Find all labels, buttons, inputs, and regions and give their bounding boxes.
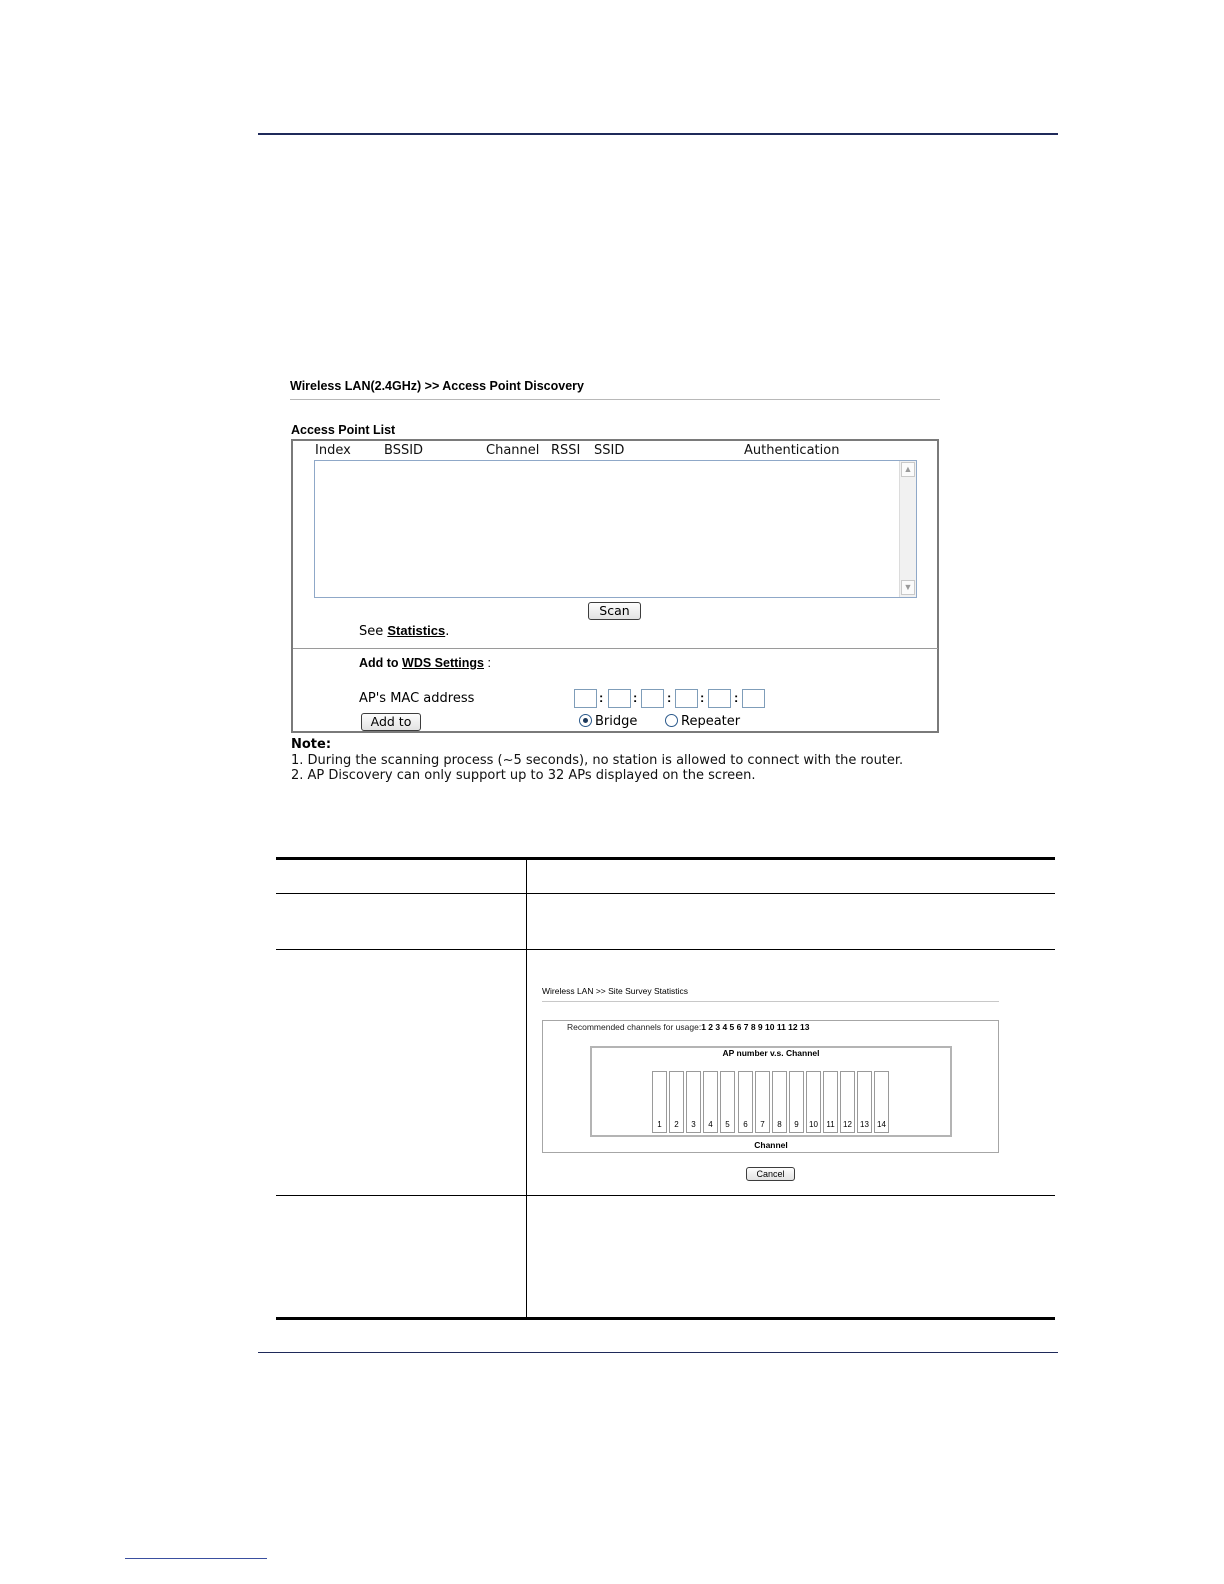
see-prefix: See (359, 624, 388, 639)
bridge-radio[interactable] (579, 714, 592, 727)
statistics-link[interactable]: Statistics (387, 623, 446, 638)
channel-tick-label: 7 (760, 1120, 765, 1129)
access-point-list-label: Access Point List (291, 423, 396, 437)
column-header-index: Index (315, 443, 351, 458)
note-title: Note: (291, 737, 332, 752)
add-to-suffix: : (484, 656, 491, 670)
mac-octet-4-input[interactable] (675, 689, 698, 708)
channel-tick-label: 1 (657, 1120, 662, 1129)
channel-tick-label: 14 (877, 1120, 886, 1129)
survey-title: Wireless LAN >> Site Survey Statistics (542, 986, 688, 996)
note-line-2: 2. AP Discovery can only support up to 32 APs displayed on the screen. (291, 768, 756, 783)
table-row-divider (276, 949, 1055, 950)
channel-tick-label: 13 (860, 1120, 869, 1129)
mac-separator: : (734, 690, 739, 705)
mac-separator: : (700, 690, 705, 705)
mac-octet-5-input[interactable] (708, 689, 731, 708)
mac-separator: : (599, 690, 604, 705)
footer-link-underline (125, 1558, 267, 1559)
table-row-divider (276, 893, 1055, 894)
panel-divider (293, 648, 938, 649)
channel-tick-label: 4 (708, 1120, 713, 1129)
access-point-listbox[interactable] (314, 460, 917, 598)
scroll-down-icon[interactable]: ▼ (901, 580, 915, 595)
channel-tick-label: 11 (826, 1120, 835, 1129)
scroll-up-icon[interactable]: ▲ (901, 462, 915, 477)
column-header-rssi: RSSI (551, 443, 581, 458)
column-header-bssid: BSSID (384, 443, 424, 458)
channel-tick-label: 9 (794, 1120, 799, 1129)
recommended-channels-label: Recommended channels for usage: (567, 1022, 702, 1032)
mac-address-label: AP's MAC address (359, 691, 475, 706)
table-column-divider (526, 860, 527, 1317)
title-divider (290, 399, 940, 400)
mac-octet-1-input[interactable] (574, 689, 597, 708)
survey-title-divider (542, 1001, 999, 1002)
note-line-1: 1. During the scanning process (~5 seconds), no station is allowed to connect with the router. (291, 753, 904, 768)
table-row-divider (276, 1195, 1055, 1196)
bridge-radio-label: Bridge (595, 714, 638, 729)
mac-octet-2-input[interactable] (608, 689, 631, 708)
mac-separator: : (633, 690, 638, 705)
listbox-scrollbar[interactable] (899, 461, 916, 597)
channel-tick-label: 2 (674, 1120, 679, 1129)
column-header-ssid: SSID (594, 443, 625, 458)
footer-rule (258, 1352, 1058, 1353)
channel-tick-label: 8 (777, 1120, 782, 1129)
chart-title: AP number v.s. Channel (722, 1048, 820, 1058)
add-to-button[interactable]: Add to (361, 713, 421, 731)
recommended-channels-values: 1 2 3 4 5 6 7 8 9 10 11 12 13 (701, 1022, 810, 1032)
chart-x-axis-label: Channel (754, 1140, 788, 1150)
radio-selected-dot (583, 718, 588, 723)
channel-tick-label: 3 (691, 1120, 696, 1129)
channel-tick-label: 10 (809, 1120, 818, 1129)
page-title: Wireless LAN(2.4GHz) >> Access Point Discovery (290, 379, 584, 393)
header-rule (258, 133, 1058, 135)
see-statistics-text (359, 623, 449, 639)
wds-settings-link[interactable]: WDS Settings (402, 656, 484, 670)
column-header-channel: Channel (486, 443, 540, 458)
see-suffix: . (445, 624, 450, 639)
channel-tick-label: 12 (843, 1120, 852, 1129)
repeater-radio-label: Repeater (681, 714, 741, 729)
channel-tick-label: 6 (743, 1120, 748, 1129)
scan-button[interactable]: Scan (588, 602, 641, 620)
table-top-rule (276, 857, 1055, 860)
column-header-authentication: Authentication (744, 443, 840, 458)
table-bottom-rule (276, 1317, 1055, 1320)
channel-tick-label: 5 (725, 1120, 730, 1129)
mac-octet-3-input[interactable] (641, 689, 664, 708)
add-to-wds-heading (359, 656, 491, 670)
repeater-radio[interactable] (665, 714, 678, 727)
mac-separator: : (667, 690, 672, 705)
recommended-channels (567, 1022, 809, 1032)
add-to-prefix: Add to (359, 656, 403, 670)
mac-octet-6-input[interactable] (742, 689, 765, 708)
cancel-button[interactable]: Cancel (746, 1167, 795, 1181)
